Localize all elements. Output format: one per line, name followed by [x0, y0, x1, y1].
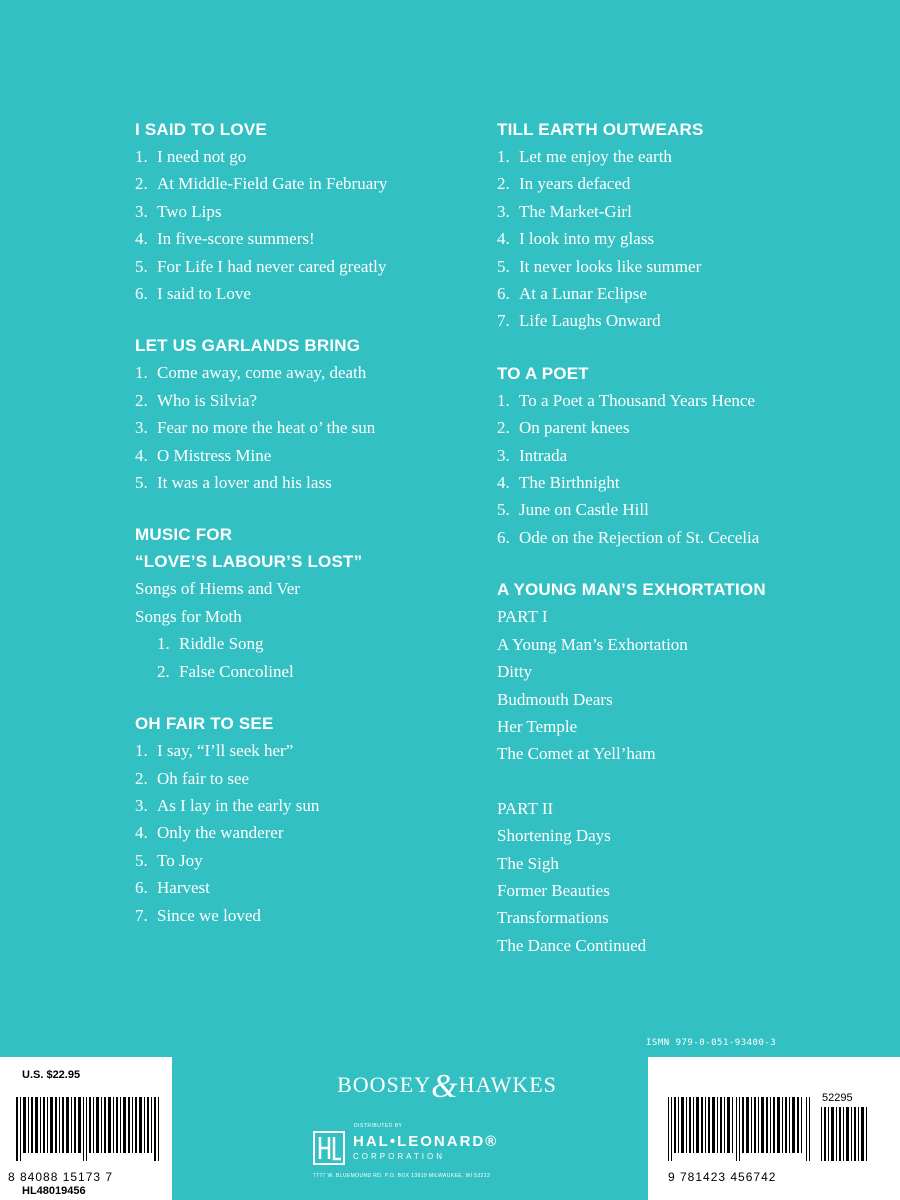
list-item: Her Temple	[497, 716, 578, 736]
left-column	[135, 116, 455, 954]
list-item: 3. The Market-Girl	[497, 201, 632, 221]
part-label: PART II	[497, 798, 554, 818]
upc-digits: 8 84088 15173 7	[8, 1170, 114, 1184]
list-item: 5. It was a lover and his lass	[135, 473, 332, 493]
list-item: Former Beauties	[497, 880, 610, 900]
list-item: Transformations	[497, 908, 609, 928]
section-heading: TO A POET	[497, 363, 589, 383]
list-item: The Comet at Yell’ham	[497, 744, 656, 764]
upc-barcode-icon	[14, 1097, 164, 1161]
section-heading: LET US GARLANDS BRING	[135, 336, 361, 356]
list-item: 3. As I lay in the early sun	[135, 795, 320, 815]
hal-leonard-corporation: CORPORATION	[353, 1152, 445, 1161]
list-item: 3. Two Lips	[135, 201, 222, 221]
section-heading: I SAID TO LOVE	[135, 120, 267, 139]
distributor-address: 7777 W. BLUEMOUND RD. P.O. BOX 13819 MILWAUKEE, WI 53213	[313, 1173, 491, 1179]
list-item: 5. For Life I had never cared greatly	[135, 256, 387, 276]
list-item: 1. Come away, come away, death	[135, 363, 367, 383]
list-item: A Young Man’s Exhortation	[497, 634, 688, 654]
section-let-us-garlands-bring	[135, 332, 455, 496]
list-item: 3. Intrada	[497, 445, 568, 465]
part-label: PART I	[497, 607, 548, 627]
list-item: 5. June on Castle Hill	[497, 500, 649, 520]
isbn-barcode-box	[648, 1057, 900, 1200]
price-barcode-box	[0, 1057, 172, 1200]
list-item: 2. In years defaced	[497, 174, 631, 194]
list-item: 4. I look into my glass	[497, 229, 655, 249]
spacer	[497, 768, 857, 795]
list-item: The Sigh	[497, 853, 559, 873]
list-item: Songs for Moth	[135, 606, 242, 626]
hal-leonard-name: HAL•LEONARD®	[353, 1133, 499, 1150]
list-item: 3. Fear no more the heat o’ the sun	[135, 418, 376, 438]
section-i-said-to-love	[135, 116, 455, 307]
list-item: 1. To a Poet a Thousand Years Hence	[497, 390, 755, 410]
list-item: 6. I said to Love	[135, 284, 251, 304]
list-item: 2. Oh fair to see	[135, 768, 250, 788]
list-item: 2. Who is Silvia?	[135, 390, 258, 410]
publisher-logo	[312, 1068, 582, 1106]
list-item: 1. I say, “I’ll seek her”	[135, 741, 294, 761]
list-item: 2. False Concolinel	[157, 661, 294, 681]
section-a-young-mans-exhortation	[497, 576, 857, 959]
list-item: Songs of Hiems and Ver	[135, 579, 300, 599]
list-item: Shortening Days	[497, 826, 611, 846]
section-heading-line-2: “LOVE’S LABOUR’S LOST”	[135, 552, 363, 572]
price-code: 52295	[822, 1092, 853, 1104]
list-item: 7. Life Laughs Onward	[497, 311, 661, 331]
publisher-name-left: BOOSEY	[337, 1072, 432, 1097]
publisher-name-right: HAWKES	[458, 1072, 557, 1097]
list-item: 5. It never looks like summer	[497, 256, 702, 276]
section-heading: OH FAIR TO SEE	[135, 714, 274, 734]
section-music-for-loves-labours-lost	[135, 521, 455, 685]
right-column	[497, 116, 857, 984]
list-item: 7. Since we loved	[135, 905, 261, 925]
hal-leonard-logo	[313, 1131, 528, 1171]
list-item: 1. Let me enjoy the earth	[497, 147, 672, 166]
list-item: 6. At a Lunar Eclipse	[497, 284, 647, 304]
publisher-ampersand: &	[431, 1068, 459, 1105]
isbn-digits: 9 781423 456742	[668, 1170, 777, 1184]
list-item: 1. I need not go	[135, 147, 247, 166]
list-item: 6. Harvest	[135, 878, 210, 898]
list-item: 6. Ode on the Rejection of St. Cecelia	[497, 527, 760, 547]
section-heading: TILL EARTH OUTWEARS	[497, 120, 704, 139]
list-item: 4. O Mistress Mine	[135, 445, 272, 465]
isbn-barcode-icon	[666, 1097, 816, 1161]
distributed-by-label: DISTRIBUTED BY	[354, 1123, 403, 1129]
product-code: HL48019456	[22, 1185, 86, 1197]
section-oh-fair-to-see	[135, 710, 455, 929]
list-item: 2. On parent knees	[497, 418, 630, 438]
list-item: Budmouth Dears	[497, 689, 613, 709]
list-item: 5. To Joy	[135, 850, 203, 870]
section-heading: A YOUNG MAN’S EXHORTATION	[497, 580, 766, 600]
list-item: Ditty	[497, 662, 532, 682]
list-item: 1. Riddle Song	[157, 634, 264, 654]
hal-leonard-mark-icon	[313, 1131, 345, 1165]
list-item: 4. The Birthnight	[497, 473, 620, 493]
section-heading: MUSIC FOR	[135, 525, 233, 545]
section-to-a-poet	[497, 360, 857, 551]
list-item: 2. At Middle-Field Gate in February	[135, 174, 388, 194]
ismn-label: ISMN 979-0-051-93400-3	[646, 1038, 777, 1048]
list-item: 4. In five-score summers!	[135, 229, 315, 249]
list-item: The Dance Continued	[497, 935, 647, 955]
price-label: U.S. $22.95	[22, 1069, 81, 1081]
section-till-earth-outwears	[497, 116, 857, 335]
list-item: 4. Only the wanderer	[135, 823, 284, 843]
price-barcode-icon	[820, 1107, 868, 1161]
